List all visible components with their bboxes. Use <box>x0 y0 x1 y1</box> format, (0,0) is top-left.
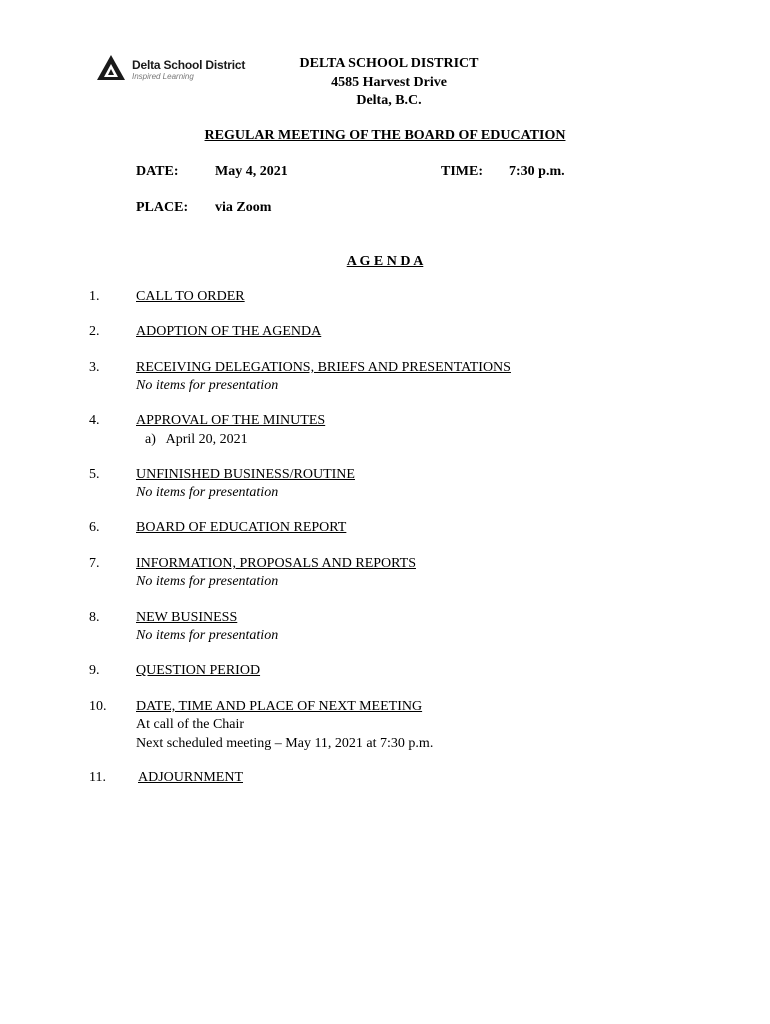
date-value: May 4, 2021 <box>215 164 288 179</box>
agenda-item-title: UNFINISHED BUSINESS/ROUTINE <box>136 467 355 482</box>
org-address: 4585 Harvest Drive <box>331 75 447 90</box>
place-label: PLACE: <box>136 200 189 215</box>
agenda-item-title: ADOPTION OF THE AGENDA <box>136 324 322 339</box>
agenda-item-number: 4. <box>89 413 100 428</box>
agenda-item-title: BOARD OF EDUCATION REPORT <box>136 520 347 535</box>
time-label: TIME: <box>441 164 483 179</box>
delta-triangle-icon <box>96 53 128 83</box>
district-logo <box>96 53 266 83</box>
agenda-item-title: RECEIVING DELEGATIONS, BRIEFS AND PRESENTATIONS <box>136 360 511 375</box>
logo-tagline: Inspired Learning <box>132 72 194 81</box>
agenda-item-note: No items for presentation <box>136 628 279 643</box>
agenda-item-title: APPROVAL OF THE MINUTES <box>136 413 326 428</box>
org-name: DELTA SCHOOL DISTRICT <box>299 56 479 71</box>
agenda-item-number: 11. <box>89 770 106 785</box>
org-city: Delta, B.C. <box>356 93 422 108</box>
agenda-item-number: 10. <box>89 699 107 714</box>
agenda-item-title: DATE, TIME AND PLACE OF NEXT MEETING <box>136 699 423 714</box>
agenda-item-subitem: a) April 20, 2021 <box>145 432 248 447</box>
agenda-item-title: NEW BUSINESS <box>136 610 238 625</box>
agenda-item-note: No items for presentation <box>136 378 279 393</box>
time-value: 7:30 p.m. <box>509 164 565 179</box>
agenda-item-title: CALL TO ORDER <box>136 289 245 304</box>
agenda-item-number: 9. <box>89 663 100 678</box>
agenda-item-detail: Next scheduled meeting – May 11, 2021 at 7:30 p.m. <box>136 736 434 751</box>
date-label: DATE: <box>136 164 179 179</box>
agenda-item-number: 2. <box>89 324 100 339</box>
agenda-item-title: ADJOURNMENT <box>138 770 243 785</box>
agenda-item-number: 3. <box>89 360 100 375</box>
agenda-item-note: No items for presentation <box>136 574 279 589</box>
agenda-item-number: 1. <box>89 289 100 304</box>
meeting-title: REGULAR MEETING OF THE BOARD OF EDUCATION <box>204 128 566 143</box>
agenda-item-note: No items for presentation <box>136 485 279 500</box>
agenda-heading: A G E N D A <box>346 254 424 269</box>
place-value: via Zoom <box>215 200 272 215</box>
agenda-item-number: 5. <box>89 467 100 482</box>
agenda-item-number: 8. <box>89 610 100 625</box>
agenda-item-number: 6. <box>89 520 100 535</box>
agenda-item-title: QUESTION PERIOD <box>136 663 261 678</box>
agenda-item-detail: At call of the Chair <box>136 717 245 732</box>
agenda-item-number: 7. <box>89 556 100 571</box>
agenda-item-title: INFORMATION, PROPOSALS AND REPORTS <box>136 556 416 571</box>
logo-name: Delta School District <box>132 58 246 72</box>
